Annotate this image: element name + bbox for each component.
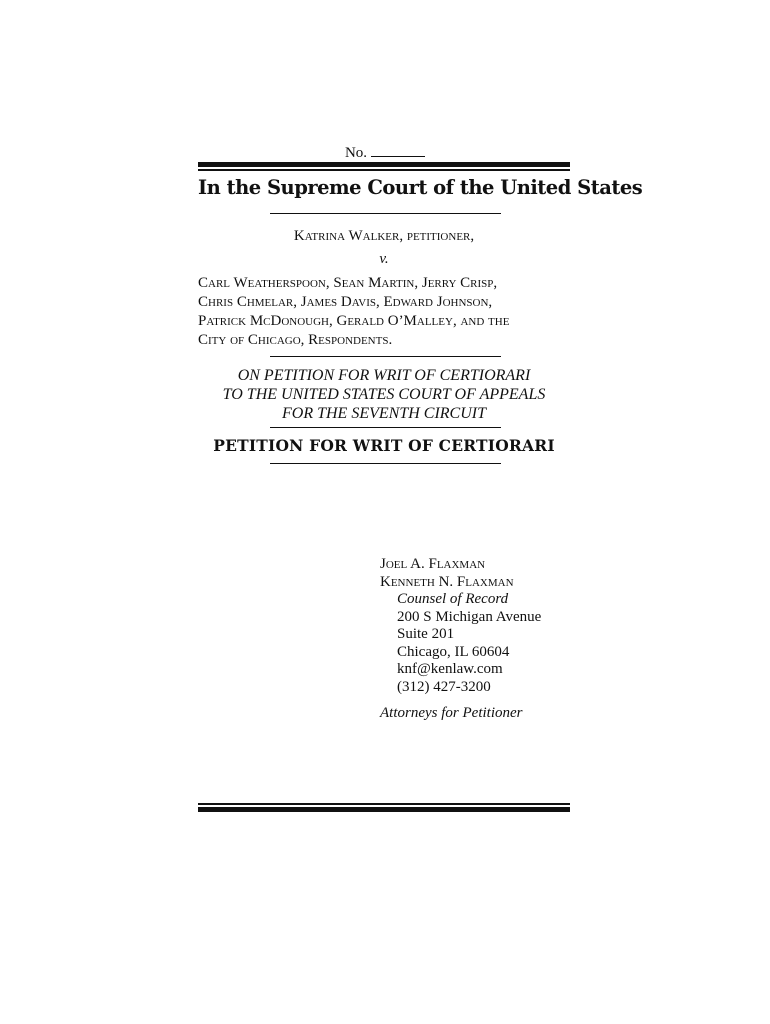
attorneys-for-label: Attorneys for Petitioner [380,705,523,721]
respondents-block [198,274,578,350]
bottom-thick-rule [198,807,570,812]
respondents-line: Chris Chmelar, James Davis, Edward Johnson, [198,294,493,310]
court-title: In the Supreme Court of the United States [198,176,643,199]
petition-title: PETITION FOR WRIT OF CERTIORARI [213,436,555,455]
top-thin-rule [198,169,570,171]
versus-label: v. [379,251,389,267]
certiorari-line: FOR THE SEVENTH CIRCUIT [282,405,486,422]
counsel-role: Counsel of Record [397,591,509,607]
address-line: Suite 201 [397,626,455,642]
address-line: 200 S Michigan Avenue [397,608,542,625]
respondents-line: Patrick McDonough, Gerald O’Malley, and the [198,313,510,329]
phone-line: (312) 427-3200 [397,678,491,695]
divider-rule [270,213,501,214]
city-line: Chicago, IL 60604 [397,643,510,660]
certiorari-line: TO THE UNITED STATES COURT OF APPEALS [222,386,546,403]
respondents-line: City of Chicago, Respondents. [198,332,393,348]
petitioner-line: Katrina Walker, petitioner, [293,228,475,244]
counsel-block [380,556,620,723]
divider-rule [270,427,501,428]
divider-rule [270,356,501,357]
email-line: knf@kenlaw.com [397,661,503,677]
certiorari-line: ON PETITION FOR WRIT OF CERTIORARI [237,367,531,384]
bottom-thin-rule [198,803,570,805]
docket-blank-line [371,144,425,157]
respondents-line: Carl Weatherspoon, Sean Martin, Jerry Crisp, [198,275,498,291]
top-thick-rule [198,162,570,167]
divider-rule [270,463,501,464]
attorney-name: Kenneth N. Flaxman [380,573,514,590]
certiorari-block [198,366,570,423]
docket-number [0,144,770,162]
attorney-name: Joel A. Flaxman [380,556,486,572]
docket-label: No. [344,145,368,161]
